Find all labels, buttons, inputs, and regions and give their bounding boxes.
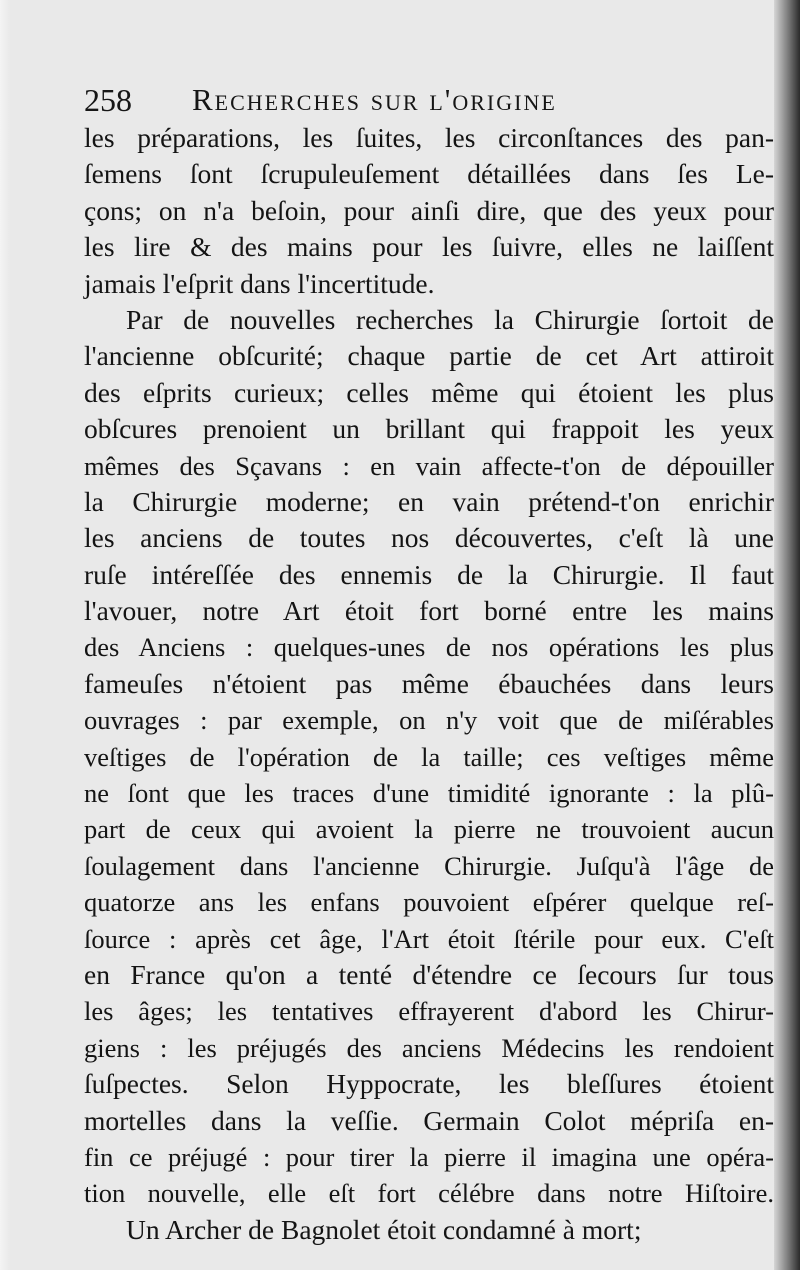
page-header xyxy=(84,80,774,120)
page-left-edge xyxy=(0,0,10,1270)
text-line: mêmes des Sçavans : en vain affecte-t'on de dépouiller xyxy=(84,450,774,481)
text-line: quatorze ans les enfans pouvoient eſpérer quelque reſ- xyxy=(84,887,774,918)
text-line: giens : les préjugés des anciens Médecins les rendoient xyxy=(84,1032,774,1063)
page-number: 258 xyxy=(84,82,132,118)
text-line: l'ancienne obſcurité; chaque partie de cet Art attiroit xyxy=(84,340,774,372)
text-line: ne ſont que les traces d'une timidité ignorante : la plû- xyxy=(84,778,774,809)
text-line: les âges; les tentatives effrayerent d'abord les Chirur- xyxy=(84,996,774,1027)
text-line: ſemens ſont ſcrupuleuſement détaillées dans ſes Le- xyxy=(84,158,774,190)
text-line: obſcures prenoient un brillant qui frappoit les yeux xyxy=(84,413,774,445)
text-line: part de ceux qui avoient la pierre ne trouvoient aucun xyxy=(84,814,774,845)
text-line: veſtiges de l'opération de la taille; ces veſtiges même xyxy=(84,741,774,772)
text-line: en France qu'on a tenté d'étendre ce ſecours ſur tous xyxy=(84,958,774,990)
text-line: ouvrages : par exemple, on n'y voit que de miſérables xyxy=(84,705,774,736)
text-line: des Anciens : quelques-unes de nos opérations les plus xyxy=(84,632,774,663)
page-binding-shadow xyxy=(774,0,800,1270)
text-line: çons; on n'a beſoin, pour ainſi dire, que des yeux pour xyxy=(84,194,774,226)
text-line: tion nouvelle, elle eſt fort célébre dans notre Hiſtoire. xyxy=(84,1178,774,1209)
running-title: Recherches sur l'origine xyxy=(192,82,557,117)
text-line: des eſprits curieux; celles même qui étoient les plus xyxy=(84,376,774,408)
text-line: l'avouer, notre Art étoit fort borné entre les mains xyxy=(84,595,774,627)
text-line: fin ce préjugé : pour tirer la pierre il imagina une opéra- xyxy=(84,1141,774,1172)
text-line: ſource : après cet âge, l'Art étoit ſtérile pour eux. C'eſt xyxy=(84,923,774,954)
text-line: ruſe intéreſſée des ennemis de la Chirurgie. Il faut xyxy=(84,558,774,590)
body-text xyxy=(84,120,774,1248)
text-line: jamais l'eſprit dans l'incertitude. xyxy=(84,267,435,299)
text-line: Un Archer de Bagnolet étoit condamné à mort; xyxy=(126,1213,642,1245)
text-line: ſuſpectes. Selon Hyppocrate, les bleſſures étoient xyxy=(84,1068,774,1100)
text-line: mortelles dans la veſſie. Germain Colot mépriſa en- xyxy=(84,1104,774,1136)
text-line: les anciens de toutes nos découvertes, c'eſt là une xyxy=(84,522,774,554)
text-line: la Chirurgie moderne; en vain prétend-t'on enrichir xyxy=(84,485,774,517)
text-line: les préparations, les ſuites, les circonſtances des pan- xyxy=(84,122,774,153)
text-line: fameuſes n'étoient pas même ébauchées dans leurs xyxy=(84,667,774,699)
text-line: ſoulagement dans l'ancienne Chirurgie. Juſqu'à l'âge de xyxy=(84,850,774,881)
text-line: Par de nouvelles recherches la Chirurgie ſortoit de xyxy=(126,303,774,335)
text-line: les lire & des mains pour les ſuivre, elles ne laiſſent xyxy=(84,231,774,263)
